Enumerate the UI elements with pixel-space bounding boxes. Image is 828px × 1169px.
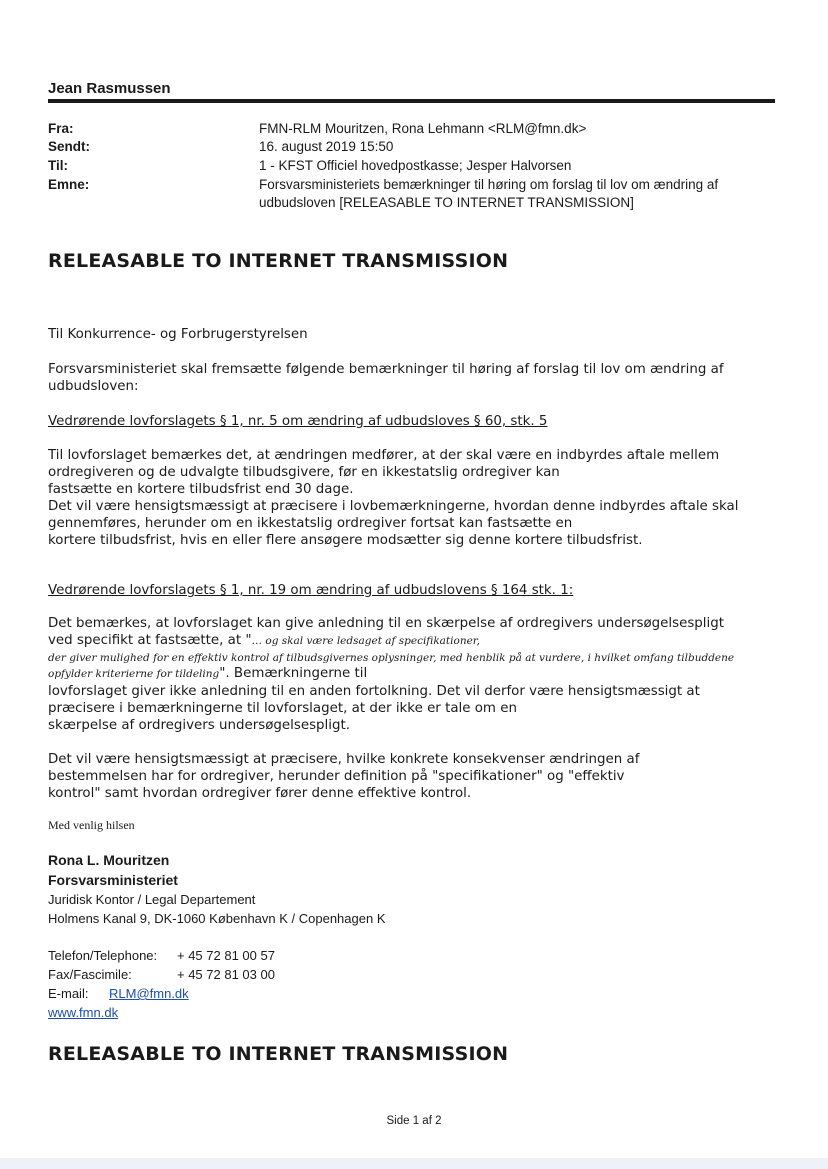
from-value: FMN-RLM Mouritzen, Rona Lehmann <RLM@fmn.dk> bbox=[259, 121, 587, 136]
scan-edge bbox=[0, 1158, 828, 1169]
sender-name: Jean Rasmussen bbox=[48, 80, 171, 97]
section1-line: gennemføres, herunder om en ikkestatslig ordregiver fortsat kan fastsætte en bbox=[48, 516, 573, 531]
sent-label: Sendt: bbox=[48, 139, 90, 154]
page-number: Side 1 af 2 bbox=[386, 1115, 442, 1127]
quote-text: der giver mulighed for en effektiv kontrol af tilbudsgivernes oplysninger, med henblik på at vurdere, i hvilket omfang tilbuddene bbox=[48, 652, 735, 664]
to-value: 1 - KFST Officiel hovedpostkasse; Jesper Halvorsen bbox=[259, 158, 572, 173]
quote-text: … og skal være ledsaget af specifikationer, bbox=[251, 635, 481, 647]
section2-line-with-quote bbox=[48, 632, 768, 650]
fax-value: + 45 72 81 03 00 bbox=[177, 967, 275, 982]
closing-line: bestemmelsen har for ordregiver, herunder definition på "specifikationer" og "effektiv bbox=[48, 769, 625, 784]
quote-after: ". Bemærkningerne til bbox=[219, 666, 368, 681]
greeting: Med venlig hilsen bbox=[48, 818, 135, 832]
releasable-banner-top: RELEASABLE TO INTERNET TRANSMISSION bbox=[48, 250, 509, 272]
email-link[interactable]: RLM@fmn.dk bbox=[109, 986, 189, 1001]
releasable-banner-bottom: RELEASABLE TO INTERNET TRANSMISSION bbox=[48, 1043, 509, 1065]
section2-line: skærpelse af ordregivers undersøgelsespligt. bbox=[48, 718, 351, 733]
signature-org: Forsvarsministeriet bbox=[48, 872, 178, 888]
sent-value: 16. august 2019 15:50 bbox=[259, 139, 394, 154]
subject-label: Emne: bbox=[48, 177, 90, 192]
to-label: Til: bbox=[48, 158, 68, 173]
section2-lead: ved specifikt at fastsætte, at " bbox=[48, 633, 252, 648]
quote-end-line bbox=[48, 665, 768, 683]
subject-value: Forsvarsministeriets bemærkninger til høring om forslag til lov om ændring af udbudsloven [RELEASABLE TO INTERNET TRANSMISSION] bbox=[259, 177, 719, 210]
section1-line: Til lovforslaget bemærkes det, at ændringen medfører, at der skal være en indbyrdes aftale mellem bbox=[48, 448, 720, 463]
signature-address: Holmens Kanal 9, DK-1060 København K / Copenhagen K bbox=[48, 911, 386, 926]
phone-value: + 45 72 81 00 57 bbox=[177, 948, 275, 963]
salutation: Til Konkurrence- og Forbrugerstyrelsen bbox=[48, 327, 308, 342]
section1-line: Det vil være hensigtsmæssigt at præcisere i lovbemærkningerne, hvordan denne indbyrdes aftale skal bbox=[48, 499, 739, 514]
phone-label: Telefon/Telephone: bbox=[48, 948, 158, 963]
section2-line: præcisere i bemærkningerne til lovforslaget, at der ikke er tale om en bbox=[48, 701, 517, 716]
header-rule bbox=[48, 99, 775, 103]
section2-line: lovforslaget giver ikke anledning til en anden fortolkning. Det vil derfor være hensigtsmæssigt at bbox=[48, 684, 700, 699]
signature-name: Rona L. Mouritzen bbox=[48, 852, 170, 868]
section1-line: kortere tilbudsfrist, hvis en eller flere ansøgere modsætter sig denne kortere tilbudsfrist. bbox=[48, 533, 643, 548]
signature-dept: Juridisk Kontor / Legal Departement bbox=[48, 892, 256, 907]
section2-heading: Vedrørende lovforslagets § 1, nr. 19 om ændring af udbudslovens § 164 stk. 1: bbox=[48, 583, 574, 598]
section1-line: ordregiveren og de udvalgte tilbudsgivere, før en ikkestatslig ordregiver kan bbox=[48, 465, 560, 480]
closing-line: kontrol" samt hvordan ordregiver fører denne effektive kontrol. bbox=[48, 786, 472, 801]
section1-heading: Vedrørende lovforslagets § 1, nr. 5 om ændring af udbudsloves § 60, stk. 5 bbox=[48, 414, 548, 429]
website-link[interactable]: www.fmn.dk bbox=[48, 1005, 119, 1020]
intro-paragraph: Forsvarsministeriet skal fremsætte følgende bemærkninger til høring af forslag til lov om ændring af udbudsloven: bbox=[48, 362, 724, 394]
from-label: Fra: bbox=[48, 121, 74, 136]
section2-line: Det bemærkes, at lovforslaget kan give anledning til en skærpelse af ordregivers undersøgelsespligt bbox=[48, 616, 724, 631]
email-label: E-mail: bbox=[48, 986, 89, 1001]
fax-label: Fax/Fascimile: bbox=[48, 967, 132, 982]
closing-line: Det vil være hensigtsmæssigt at præcisere, hvilke konkrete konsekvenser ændringen af bbox=[48, 752, 640, 767]
quote-text: opfylder kriterierne for tildeling bbox=[48, 668, 220, 680]
section1-line: fastsætte en kortere tilbudsfrist end 30 dage. bbox=[48, 482, 354, 497]
